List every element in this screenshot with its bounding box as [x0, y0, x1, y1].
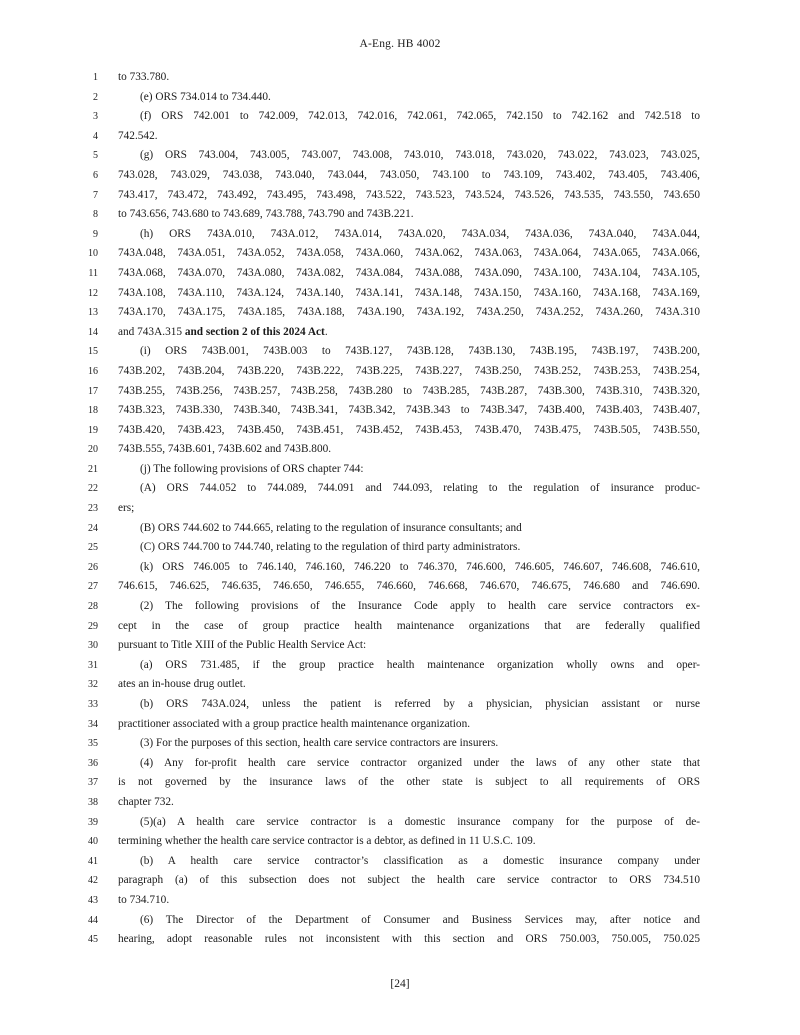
text-line	[0, 225, 800, 245]
line-text-run: 743B.555, 743B.601, 743B.602 and 743B.800.	[118, 443, 332, 456]
line-number: 27	[88, 581, 98, 593]
line-text	[140, 88, 700, 108]
line-number: 38	[88, 796, 98, 808]
line-number: 3	[93, 111, 98, 123]
line-text	[140, 538, 700, 558]
line-number: 7	[93, 189, 98, 201]
line-text	[140, 734, 700, 754]
line-text	[140, 146, 700, 166]
line-text	[118, 382, 700, 402]
text-line	[0, 166, 800, 186]
line-number: 8	[93, 209, 98, 221]
text-line	[0, 107, 800, 127]
text-line	[0, 734, 800, 754]
page-number: [24]	[390, 978, 410, 990]
line-number: 44	[88, 914, 98, 926]
line-number: 12	[88, 287, 98, 299]
line-number: 20	[88, 444, 98, 456]
line-number: 35	[88, 738, 98, 750]
text-line	[0, 382, 800, 402]
text-line	[0, 597, 800, 617]
line-text	[140, 558, 700, 578]
line-text	[140, 656, 700, 676]
text-line	[0, 205, 800, 225]
line-text	[140, 479, 700, 499]
line-text	[140, 107, 700, 127]
line-text-run: (b) A health care service contractor’s classification as a domestic insurance company under	[140, 854, 700, 867]
line-number: 29	[88, 620, 98, 632]
line-text-tail: .	[324, 325, 328, 338]
text-line	[0, 577, 800, 597]
line-text-run: to 733.780.	[118, 71, 170, 83]
line-text	[118, 284, 700, 304]
line-number: 45	[88, 934, 98, 946]
text-line	[0, 460, 800, 480]
text-line	[0, 244, 800, 264]
line-text	[118, 440, 700, 460]
line-text	[118, 773, 700, 793]
line-text-run: 743B.255, 743B.256, 743B.257, 743B.258, 743B.280 to 743B.285, 743B.287, 743B.300, 743B.310, 743B.320,	[118, 384, 700, 397]
line-number: 23	[88, 503, 98, 515]
line-text	[140, 519, 700, 539]
line-text	[140, 342, 700, 362]
line-number: 17	[88, 385, 98, 397]
line-number: 16	[88, 365, 98, 377]
text-line	[0, 832, 800, 852]
line-text-run: 742.542.	[118, 129, 158, 142]
line-text	[140, 225, 700, 245]
line-number: 32	[88, 679, 98, 691]
line-text-run: termining whether the health care service contractor is a debtor, as defined in 11 U.S.C. 109.	[118, 835, 536, 848]
text-line	[0, 479, 800, 499]
line-text	[118, 832, 700, 852]
line-number: 9	[93, 228, 98, 240]
line-text	[118, 499, 700, 519]
line-text-run: (e) ORS 734.014 to 734.440.	[140, 90, 271, 103]
line-text	[118, 303, 700, 323]
line-number: 41	[88, 855, 98, 867]
line-text	[140, 911, 700, 931]
text-line	[0, 558, 800, 578]
line-text-run: and 743A.315	[118, 325, 185, 338]
text-line	[0, 88, 800, 108]
line-text-run: (3) For the purposes of this section, health care service contractors are insurers.	[140, 737, 499, 750]
line-text	[118, 793, 700, 813]
line-text	[140, 852, 700, 872]
line-text-run: 743.028, 743.029, 743.038, 743.040, 743.044, 743.050, 743.100 to 743.109, 743.402, 743.405, 743.406,	[118, 168, 700, 181]
line-text-run: (A) ORS 744.052 to 744.089, 744.091 and 744.093, relating to the regulation of insurance produc-	[140, 482, 700, 495]
line-number: 11	[88, 267, 98, 279]
line-text-run: 743B.202, 743B.204, 743B.220, 743B.222, 743B.225, 743B.227, 743B.250, 743B.252, 743B.253, 743B.254,	[118, 364, 700, 377]
line-text	[118, 577, 700, 597]
line-text-run: (b) ORS 743A.024, unless the patient is referred by a physician, physician assistant or nurse	[140, 698, 700, 710]
line-text-run: (g) ORS 743.004, 743.005, 743.007, 743.008, 743.010, 743.018, 743.020, 743.022, 743.023, 743.025,	[140, 149, 700, 162]
line-number: 18	[88, 405, 98, 417]
line-number: 33	[88, 699, 98, 710]
line-text-run: (j) The following provisions of ORS chapter 744:	[140, 462, 364, 475]
line-text-run: paragraph (a) of this subsection does not subject the health care service contractor to ORS 734.510	[118, 874, 700, 887]
line-text	[118, 205, 700, 225]
line-number: 30	[88, 640, 98, 652]
line-text	[118, 166, 700, 186]
line-text	[140, 460, 700, 480]
line-text	[118, 715, 700, 735]
line-text	[118, 362, 700, 382]
text-line	[0, 793, 800, 813]
line-text	[118, 891, 700, 911]
line-number: 13	[88, 307, 98, 319]
text-line	[0, 186, 800, 206]
line-number: 26	[88, 561, 98, 573]
line-number: 1	[93, 72, 98, 83]
amendment-text: and section 2 of this 2024 Act	[184, 325, 325, 338]
line-text-run: (6) The Director of the Department of Consumer and Business Services may, after notice and	[140, 913, 700, 926]
line-text	[118, 264, 700, 284]
text-line	[0, 656, 800, 676]
text-line	[0, 440, 800, 460]
line-text-run: 743A.068, 743A.070, 743A.080, 743A.082, 743A.084, 743A.088, 743A.090, 743A.100, 743A.104, 743A.105,	[118, 266, 700, 279]
text-line	[0, 911, 800, 931]
line-number: 37	[88, 777, 98, 789]
line-text	[118, 636, 700, 656]
line-text-run: (i) ORS 743B.001, 743B.003 to 743B.127, 743B.128, 743B.130, 743B.195, 743B.197, 743B.200,	[140, 345, 700, 358]
text-line	[0, 323, 800, 343]
line-text	[118, 186, 700, 206]
line-number: 15	[88, 346, 98, 358]
line-number: 34	[88, 718, 98, 730]
line-text	[118, 675, 700, 695]
line-number: 6	[93, 169, 98, 181]
text-line	[0, 852, 800, 872]
text-line	[0, 538, 800, 558]
text-line	[0, 695, 800, 715]
line-number: 28	[88, 601, 98, 613]
line-text	[140, 754, 700, 774]
line-number: 2	[93, 91, 98, 103]
text-line	[0, 303, 800, 323]
line-text-run: 743A.048, 743A.051, 743A.052, 743A.058, 743A.060, 743A.062, 743A.063, 743A.064, 743A.065, 743A.066,	[118, 247, 700, 260]
line-text-run: (h) ORS 743A.010, 743A.012, 743A.014, 743A.020, 743A.034, 743A.036, 743A.040, 743A.044,	[140, 227, 700, 240]
line-number: 25	[88, 542, 98, 554]
line-number: 31	[88, 659, 98, 671]
line-number: 24	[88, 522, 98, 534]
line-text	[118, 617, 700, 637]
line-text-run: (4) Any for-profit health care service contractor organized under the laws of any other state that	[140, 756, 700, 769]
line-text-run: pursuant to Title XIII of the Public Health Service Act:	[118, 639, 367, 652]
text-line	[0, 127, 800, 147]
text-line	[0, 401, 800, 421]
line-text-run: to 743.656, 743.680 to 743.689, 743.788, 743.790 and 743B.221.	[118, 208, 414, 221]
line-text-run: 743A.108, 743A.110, 743A.124, 743A.140, 743A.141, 743A.148, 743A.150, 743A.160, 743A.168, 743A.169,	[118, 286, 700, 299]
text-line	[0, 68, 800, 88]
text-line	[0, 636, 800, 656]
line-text	[140, 813, 700, 833]
text-line	[0, 284, 800, 304]
line-number: 5	[93, 150, 98, 162]
text-line	[0, 421, 800, 441]
line-text	[118, 401, 700, 421]
text-line	[0, 930, 800, 950]
line-number: 43	[88, 894, 98, 906]
text-line	[0, 362, 800, 382]
line-text	[140, 597, 700, 617]
line-text-run: (C) ORS 744.700 to 744.740, relating to the regulation of third party administrators.	[140, 541, 521, 554]
line-text-run: is not governed by the insurance laws of the other state is subject to all requirements of ORS	[118, 776, 700, 789]
bill-text-body	[0, 68, 800, 950]
line-number: 40	[88, 836, 98, 848]
line-text-run: (k) ORS 746.005 to 746.140, 746.160, 746.220 to 746.370, 746.600, 746.605, 746.607, 746.608, 746.610,	[140, 560, 700, 573]
text-line	[0, 519, 800, 539]
line-text	[118, 421, 700, 441]
line-text	[118, 68, 700, 88]
line-text-run: (5)(a) A health care service contractor is a domestic insurance company for the purpose of de-	[140, 815, 700, 828]
line-number: 39	[88, 816, 98, 828]
line-text-run: 743.417, 743.472, 743.492, 743.495, 743.498, 743.522, 743.523, 743.524, 743.526, 743.535, 743.550, 743.650	[118, 188, 700, 201]
line-number: 36	[88, 757, 98, 769]
line-text-run: (f) ORS 742.001 to 742.009, 742.013, 742.016, 742.061, 742.065, 742.150 to 742.162 and 742.518 to	[140, 110, 700, 123]
line-text-run: (B) ORS 744.602 to 744.665, relating to the regulation of insurance consultants; and	[140, 521, 522, 534]
line-number: 22	[88, 483, 98, 495]
page-header: A-Eng. HB 4002	[359, 38, 441, 50]
line-text-run: 743B.323, 743B.330, 743B.340, 743B.341, 743B.342, 743B.343 to 743B.347, 743B.400, 743B.403, 743B.407,	[118, 404, 700, 417]
line-number: 19	[88, 424, 98, 436]
line-text-run: practitioner associated with a group practice health maintenance organization.	[118, 717, 471, 730]
text-line	[0, 146, 800, 166]
text-line	[0, 715, 800, 735]
text-line	[0, 675, 800, 695]
line-text-run: ates an in-house drug outlet.	[118, 678, 246, 691]
line-number: 21	[88, 463, 98, 475]
line-text-run: chapter 732.	[118, 795, 174, 808]
text-line	[0, 264, 800, 284]
line-text-run: (2) The following provisions of the Insurance Code apply to health care service contractors ex-	[140, 600, 700, 613]
line-text-run: ers;	[118, 502, 135, 515]
line-text-run: 743A.170, 743A.175, 743A.185, 743A.188, 743A.190, 743A.192, 743A.250, 743A.252, 743A.260, 743A.310	[118, 306, 700, 319]
line-number: 4	[93, 130, 98, 142]
line-text-run: cept in the case of group practice health maintenance organizations that are federally qualified	[118, 619, 700, 632]
line-text	[118, 930, 700, 950]
text-line	[0, 754, 800, 774]
text-line	[0, 891, 800, 911]
line-text-run: (a) ORS 731.485, if the group practice health maintenance organization wholly owns and oper-	[140, 658, 700, 671]
text-line	[0, 773, 800, 793]
text-line	[0, 813, 800, 833]
line-text-run: 746.615, 746.625, 746.635, 746.650, 746.655, 746.660, 746.668, 746.670, 746.675, 746.680 and 746.690.	[118, 580, 700, 593]
text-line	[0, 342, 800, 362]
line-number: 14	[88, 326, 98, 338]
line-number: 42	[88, 875, 98, 887]
line-number: 10	[88, 248, 98, 260]
line-text-run: hearing, adopt reasonable rules not inconsistent with this section and ORS 750.003, 750.005, 750.025	[118, 933, 700, 946]
line-text	[140, 695, 700, 715]
line-text-run: to 734.710.	[118, 893, 170, 906]
line-text	[118, 244, 700, 264]
line-text-run: 743B.420, 743B.423, 743B.450, 743B.451, 743B.452, 743B.453, 743B.470, 743B.475, 743B.505, 743B.550,	[118, 423, 700, 436]
text-line	[0, 499, 800, 519]
line-text	[118, 127, 700, 147]
line-text	[118, 871, 700, 891]
text-line	[0, 617, 800, 637]
line-text	[118, 323, 700, 343]
text-line	[0, 871, 800, 891]
